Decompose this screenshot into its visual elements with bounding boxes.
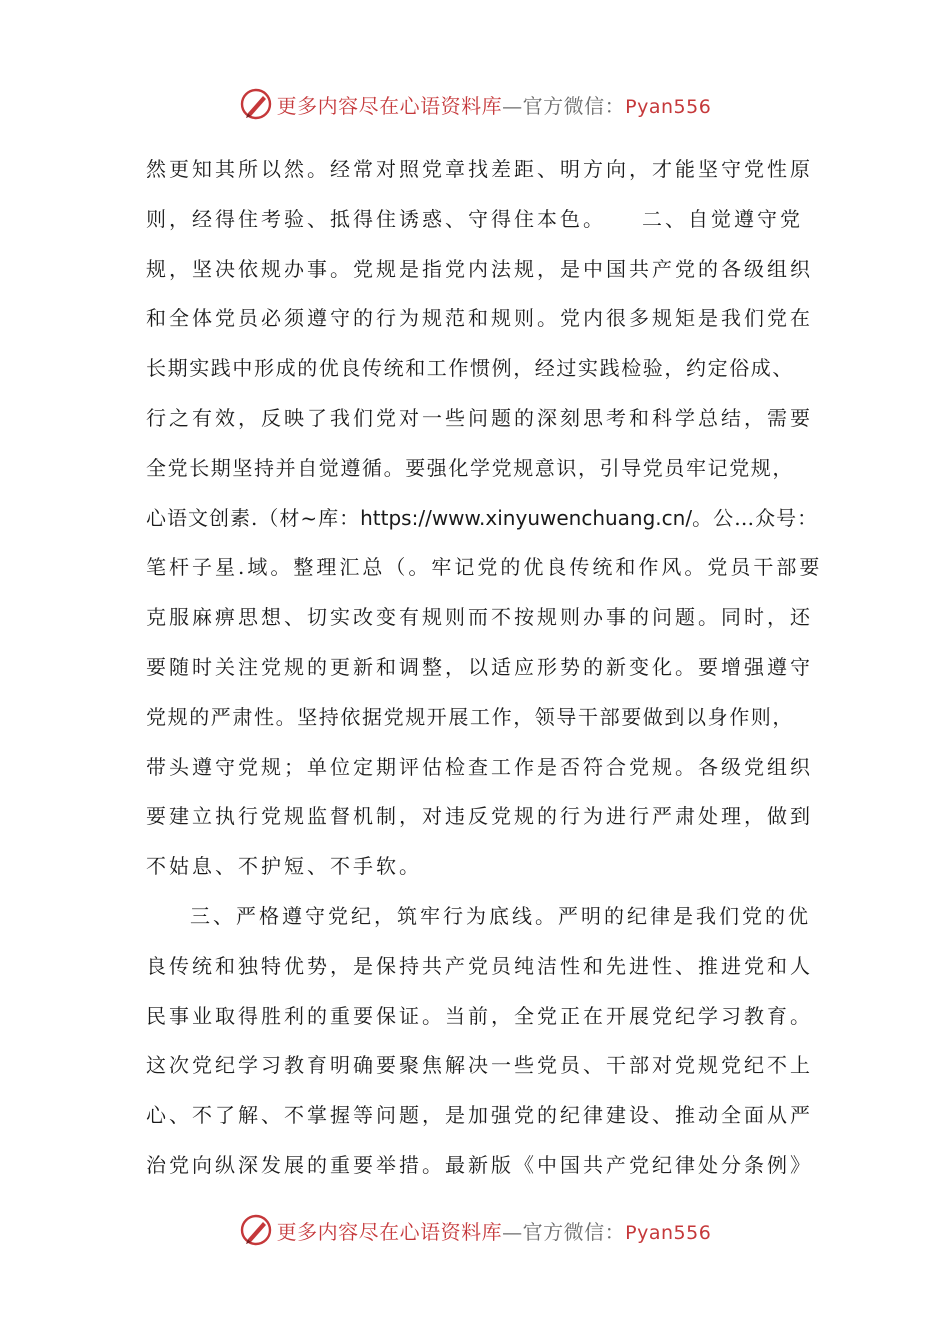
body-line: 全党长期坚持并自觉遵循。要强化学党规意识，引导党员牢记党规， bbox=[146, 455, 794, 480]
body-line: 要随时关注党规的更新和调整，以适应形势的新变化。要增强遵守 bbox=[146, 654, 813, 679]
banner-text bbox=[277, 90, 712, 119]
header-banner bbox=[0, 82, 950, 126]
body-line-with-url bbox=[146, 494, 826, 544]
body-line: 要建立执行党规监督机制，对违反党规的行为进行严肃处理，做到 bbox=[146, 804, 813, 829]
body-line: 治党向纵深发展的重要举措。最新版《中国共产党纪律处分条例》 bbox=[146, 1152, 813, 1177]
body-line: 良传统和独特优势，是保持共产党员纯洁性和先进性、推进党和人 bbox=[146, 953, 813, 978]
banner-main-text: 更多内容尽在心语资料库 bbox=[276, 93, 503, 118]
body-line: 不姑息、不护短、不手软。 bbox=[146, 854, 422, 879]
banner-wechat-label: 官方微信： bbox=[522, 1219, 626, 1244]
website-url-text: https://www.xinyuwenchuang.cn/ bbox=[360, 505, 693, 530]
banner-main-text: 更多内容尽在心语资料库 bbox=[276, 1219, 503, 1244]
body-line: 党规的严肃性。坚持依据党规开展工作，领导干部要做到以身作则， bbox=[146, 704, 794, 729]
body-line: 心、不了解、不掌握等问题，是加强党的纪律建设、推动全面从严 bbox=[146, 1103, 813, 1128]
banner-dash: — bbox=[502, 1219, 523, 1244]
body-line: 行之有效，反映了我们党对一些问题的深刻思考和科学总结，需要 bbox=[146, 405, 813, 430]
pen-logo-icon bbox=[239, 87, 273, 121]
body-line: 克服麻痹思想、切实改变有规则而不按规则办事的问题。同时，还 bbox=[146, 605, 813, 630]
body-line: 和全体党员必须遵守的行为规范和规则。党内很多规矩是我们党在 bbox=[146, 306, 813, 331]
paragraph-start-line: 三、严格遵守党纪，筑牢行为底线。严明的纪律是我们党的优 bbox=[190, 903, 811, 928]
document-body bbox=[146, 145, 826, 1191]
banner-wechat-label: 官方微信： bbox=[522, 93, 626, 118]
body-line: 带头遵守党规；单位定期评估检查工作是否符合党规。各级党组织 bbox=[146, 754, 813, 779]
banner-dash: — bbox=[502, 93, 523, 118]
body-line: 民事业取得胜利的重要保证。当前，全党正在开展党纪学习教育。 bbox=[146, 1003, 813, 1028]
banner-wechat-id: Pyan556 bbox=[625, 95, 712, 118]
body-line: 笔杆子星.域。整理汇总（。牢记党的优良传统和作风。党员干部要 bbox=[146, 555, 823, 580]
body-line: 长期实践中形成的优良传统和工作惯例，经过实践检验，约定俗成、 bbox=[146, 356, 794, 381]
body-line: 规，坚决依规办事。党规是指党内法规，是中国共产党的各级组织 bbox=[146, 256, 813, 281]
body-line-text: 。公…众号： bbox=[692, 505, 819, 530]
body-line: 这次党纪学习教育明确要聚焦解决一些党员、干部对党规党纪不上 bbox=[146, 1053, 813, 1078]
banner-text bbox=[277, 1216, 712, 1245]
footer-banner bbox=[0, 1208, 950, 1252]
body-line: 则，经得住考验、抵得住诱惑、守得住本色。 二、自觉遵守党 bbox=[146, 206, 803, 231]
body-line: 然更知其所以然。经常对照党章找差距、明方向，才能坚守党性原 bbox=[146, 157, 813, 181]
pen-logo-icon bbox=[239, 1213, 273, 1247]
banner-wechat-id: Pyan556 bbox=[625, 1221, 712, 1244]
body-line-text: 心语文创素.（材~库： bbox=[146, 505, 361, 530]
